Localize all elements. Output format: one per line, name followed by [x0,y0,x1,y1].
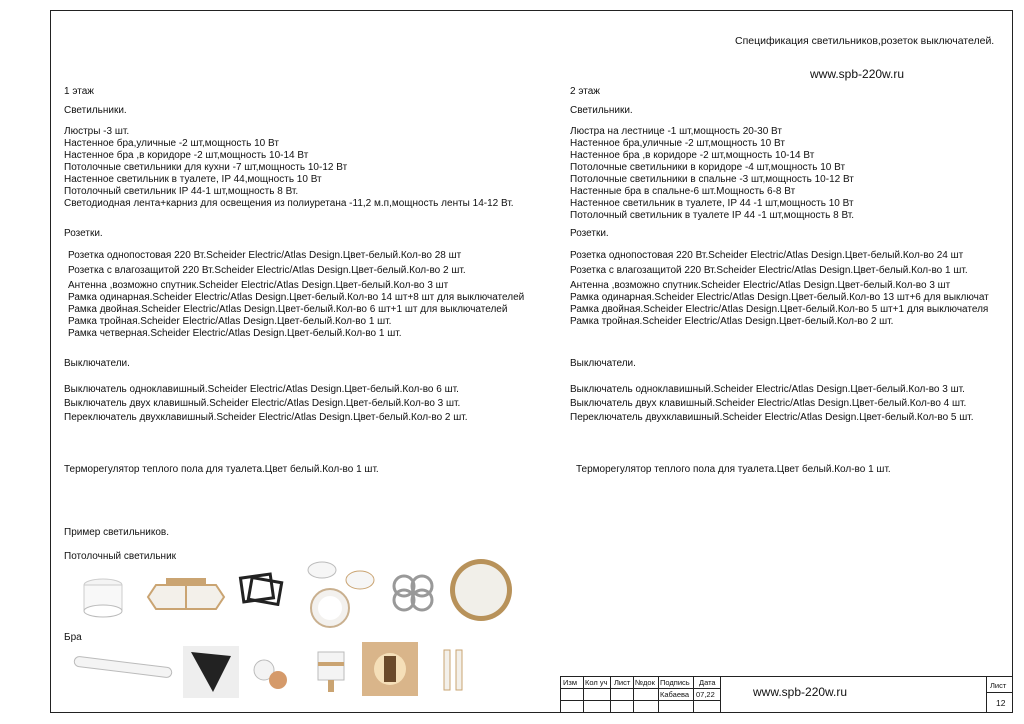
stamp-header-date: Дата [699,678,716,687]
floor1-lights-heading: Светильники. [64,105,127,116]
ceiling-light-cylinder-image [78,575,128,620]
stamp-author: Кабаева [660,690,690,699]
floor1-light-item: Настенное бра ,в коридоре -2 шт,мощность 10-14 Вт [64,150,309,161]
floor1-light-item: Настенное бра,уличные -2 шт,мощность 10 Вт [64,138,279,149]
floor1-switch-item: Переключатель двухклавишный.Scheider Electric/Atlas Design.Цвет-белый.Кол-во 2 шт. [64,412,468,423]
floor2-sockets-heading: Розетки. [570,228,609,239]
ceiling-light-square-black-image [236,572,286,606]
floor2-light-item: Люстра на лестнице -1 шт,мощность 20-30 Вт [570,126,782,137]
floor2-light-item: Потолочный светильник в туалете IP 44 -1 шт,мощность 8 Вт. [570,210,855,221]
ceiling-light-rings-image [300,550,380,630]
floor1-socket-item: Розетка с влагозащитой 220 Вт.Scheider Electric/Atlas Design.Цвет-белый.Кол-во 2 шт. [68,265,466,276]
floor2-socket-item: Розетка с влагозащитой 220 Вт.Scheider Electric/Atlas Design.Цвет-белый.Кол-во 1 шт. [570,265,968,276]
floor2-lights-heading: Светильники. [570,105,633,116]
sconce-double-glass-image [438,644,468,696]
stamp-sheet-label: Лист [990,681,1007,690]
floor1-socket-item: Рамка двойная.Scheider Electric/Atlas Design.Цвет-белый.Кол-во 6 шт+1 шт для выключателей [68,304,508,315]
stamp-header-kol-uch: Кол уч [585,678,608,687]
floor2-socket-item: Рамка одинарная.Scheider Electric/Atlas Design.Цвет-белый.Кол-во 13 шт+6 для выключат [570,292,989,303]
floor1-column [64,86,524,424]
stamp-date: 07,22 [696,690,715,699]
sconce-label: Бра [64,632,82,643]
sconce-backlit-square-image [362,642,418,696]
floor2-light-item: Настенное бра ,в коридоре -2 шт,мощность 10-14 Вт [570,150,815,161]
floor2-light-item: Потолочные светильники в спальне -3 шт,мощность 10-12 Вт [570,174,854,185]
floor1-light-item: Потолочные светильники для кухни -7 шт,мощность 10-12 Вт [64,162,348,173]
header-site-link[interactable]: www.spb-220w.ru [810,67,905,81]
stamp-header-signature: Подпись [660,678,690,687]
sconce-triangle-black-image [183,646,239,698]
floor1-thermostat: Терморегулятор теплого пола для туалета.Цвет белый.Кол-во 1 шт. [64,464,379,475]
floor2-column [570,86,989,424]
floor1-sockets-heading: Розетки. [64,228,103,239]
floor1-light-item: Люстры -3 шт. [64,126,130,137]
sconce-spot-gold-image [246,646,296,698]
stamp-site-link[interactable]: www.spb-220w.ru [753,685,848,699]
floor1-socket-item: Рамка четверная.Scheider Electric/Atlas Design.Цвет-белый.Кол-во 1 шт. [68,328,402,339]
floor2-switch-item: Выключатель двух клавишный.Scheider Electric/Atlas Design.Цвет-белый.Кол-во 4 шт. [570,398,967,409]
floor2-socket-item: Рамка двойная.Scheider Electric/Atlas Design.Цвет-белый.Кол-во 5 шт+1 для выключателя [570,304,989,315]
floor2-switch-item: Выключатель одноклавишный.Scheider Electric/Atlas Design.Цвет-белый.Кол-во 3 шт. [570,384,965,395]
floor2-switch-item: Переключатель двухклавишный.Scheider Electric/Atlas Design.Цвет-белый.Кол-во 5 шт. [570,412,974,423]
floor1-socket-item: Рамка тройная.Scheider Electric/Atlas Design.Цвет-белый.Кол-во 1 шт. [68,316,392,327]
floor2-heading: 2 этаж [570,86,600,97]
floor1-light-item: Светодиодная лента+карниз для освещения из полиуретана -11,2 м.п,мощность ленты 14-12 Вт. [64,198,514,209]
floor1-light-item: Настенное светильник в туалете, IP 44,мощность 10 Вт [64,174,322,185]
floor2-light-item: Настенные бра в спальне-6 шт.Мощность 6-8 Вт [570,186,796,197]
ceiling-light-wood-panel-image [146,575,226,615]
floor1-socket-item: Рамка одинарная.Scheider Electric/Atlas Design.Цвет-белый.Кол-во 14 шт+8 шт для выключателей [68,292,525,303]
ceiling-light-round-gold-image [446,558,516,622]
floor2-switches-heading: Выключатели. [570,358,636,369]
stamp-header-list: Лист [614,678,631,687]
stamp-header-ndok: №док [635,678,655,687]
examples-heading: Пример светильников. [64,527,169,538]
floor1-switches-heading: Выключатели. [64,358,130,369]
floor1-socket-item: Антенна ,возможно спутник.Scheider Electric/Atlas Design.Цвет-белый.Кол-во 3 шт [68,280,449,291]
ceiling-light-petals-image [386,572,440,612]
sconce-cylinder-image [310,646,352,698]
floor1-socket-item: Розетка однопостовая 220 Вт.Scheider Electric/Atlas Design.Цвет-белый.Кол-во 28 шт [68,250,462,261]
floor2-light-item: Настенное бра,уличные -2 шт,мощность 10 Вт [570,138,785,149]
sconce-linear-image [68,656,178,682]
floor1-heading: 1 этаж [64,86,94,97]
stamp-header-izm: Изм [563,678,577,687]
floor2-light-item: Потолочные светильники в коридоре -4 шт,мощность 10 Вт [570,162,846,173]
floor2-thermostat: Терморегулятор теплого пола для туалета.Цвет белый.Кол-во 1 шт. [576,464,891,475]
floor1-switch-item: Выключатель одноклавишный.Scheider Electric/Atlas Design.Цвет-белый.Кол-во 6 шт. [64,384,459,395]
ceiling-light-label: Потолочный светильник [64,551,177,562]
title-block-stamp [560,676,1013,713]
floor1-light-item: Потолочный светильник IP 44-1 шт,мощность 8 Вт. [64,186,299,197]
floor2-socket-item: Антенна ,возможно спутник.Scheider Electric/Atlas Design.Цвет-белый.Кол-во 3 шт [570,280,951,291]
stamp-sheet-number: 12 [996,698,1006,708]
floor2-socket-item: Рамка тройная.Scheider Electric/Atlas Design.Цвет-белый.Кол-во 2 шт. [570,316,894,327]
document-title: Спецификация светильников,розеток выключателей. [735,35,995,47]
floor2-light-item: Настенное светильник в туалете, IP 44 -1 шт,мощность 10 Вт [570,198,854,209]
floor2-socket-item: Розетка однопостовая 220 Вт.Scheider Electric/Atlas Design.Цвет-белый.Кол-во 24 шт [570,250,964,261]
floor1-switch-item: Выключатель двух клавишный.Scheider Electric/Atlas Design.Цвет-белый.Кол-во 3 шт. [64,398,461,409]
